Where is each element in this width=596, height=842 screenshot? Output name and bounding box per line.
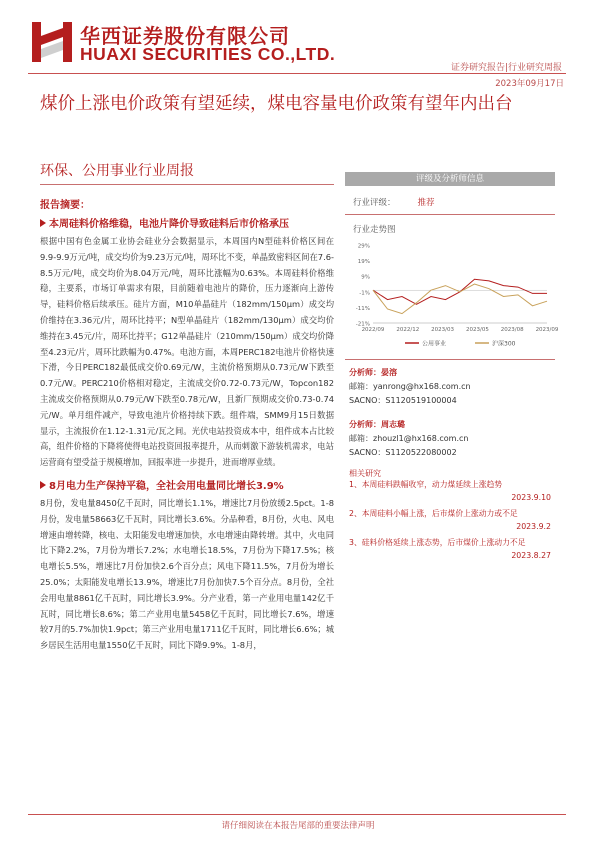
rating-value: 推荐 — [417, 198, 435, 208]
rating-divider — [345, 214, 555, 215]
abstract-label: 报告摘要： — [40, 200, 90, 211]
x-tick-label: 2022/09 — [361, 327, 385, 333]
x-tick-label: 2023/08 — [500, 327, 524, 333]
legend-label: 公用事业 — [422, 340, 447, 348]
chart-divider — [345, 359, 555, 360]
related-item[interactable]: 2、本周硅料小幅上涨，后市煤价上涨动力或不足 — [349, 509, 518, 518]
rating-row — [345, 196, 555, 208]
analyst-name: 分析师：周志璐 — [349, 420, 405, 429]
section-heading-text: 本周硅料价格维稳，电池片降价导致硅料后市价格承压 — [49, 219, 289, 230]
page-subtitle: 环保、公用事业行业周报 — [40, 163, 194, 179]
analyst-block-1 — [345, 366, 555, 408]
y-tick-label: -11% — [355, 305, 370, 312]
trend-chart-title: 行业走势图 — [353, 225, 396, 235]
legal-notice: 请仔细阅读在本报告尾部的重要法律声明 — [221, 821, 375, 831]
trend-chart-svg — [345, 237, 559, 355]
related-item[interactable]: 3、硅料价格延续上涨态势，后市煤价上涨动力不足 — [349, 538, 526, 547]
triangle-bullet-icon — [40, 481, 46, 489]
footer-divider — [28, 814, 566, 815]
sidebar — [345, 172, 559, 566]
section-text-power: 8月份，发电量8450亿千瓦时，同比增长1.1%，增速比7月份放缓2.5pct。1-8月份，发电量58663亿千瓦时，同比增长3.6%。分品种看，8月份，火电、风电增速由增转降，核电、太阳能发电增速加快，水电增速由降转增。其中，火电同比下降2.2%，7月份为增长7.2%；水电增长18.5%，7月份为下降17.5%；核电增长5.5%，增速比7月份加快2.6个百分点；风电下降11.5%，7月份为增长25.0%；太阳能发电增长13.9%，增速比7月份加快7.5个百分点。8月份，全社会用电量8861亿千瓦时，同比增长3.9%。分产业看，第一产业用电量142亿千瓦时，同比增长8.6%；第二产业用电量5458亿千瓦时，同比增长7.6%，增速较7月的5.7%加快1.9pct；第三产业用电量1711亿千瓦时，同比增长6.6%；城乡居民生活用电量1550亿千瓦时，同比下降9.9%。1-8月， — [40, 497, 334, 651]
related-item[interactable]: 1、本周硅料跌幅收窄，动力煤延续上涨趋势 — [349, 480, 503, 489]
trend-chart — [345, 237, 559, 355]
report-type: 证券研究报告|行业研究周报 — [450, 63, 562, 73]
y-tick-label: -1% — [359, 290, 370, 297]
subtitle-divider — [40, 184, 334, 185]
related-item-date: 2023.9.2 — [516, 522, 551, 531]
triangle-bullet-icon — [40, 219, 46, 227]
x-tick-label: 2022/12 — [396, 327, 420, 333]
huaxi-logo-icon — [32, 22, 72, 62]
related-research-title: 相关研究 — [349, 469, 381, 478]
y-tick-label: 19% — [357, 259, 370, 266]
section-heading-power — [40, 479, 334, 494]
y-tick-label: 9% — [361, 274, 370, 281]
abstract-column — [40, 196, 334, 654]
y-tick-label: -21% — [355, 321, 370, 328]
company-name-en: HUAXI SECURITIES CO.,LTD. — [80, 44, 336, 64]
related-item-date: 2023.8.27 — [511, 551, 551, 560]
section-heading-text: 8月电力生产保持平稳，全社会用电量同比增长3.9% — [49, 480, 284, 492]
analyst-block-2 — [345, 418, 555, 460]
company-name-cn: 华西证券股份有限公司 — [80, 24, 290, 48]
related-item-date: 2023.9.10 — [511, 493, 551, 502]
rating-label: 行业评级： — [353, 198, 396, 208]
x-tick-label: 2023/03 — [431, 327, 455, 333]
sidebar-panel-title: 评级及分析师信息 — [345, 172, 555, 186]
section-text-silicon: 根据中国有色金属工业协会硅业分会数据显示，本周国内N型硅料价格区间在9.9-9.9万元/吨，成交均价为9.23万元/吨，周环比不变，单晶致密料区间在7.6-8.5万元/吨，成交均价为8.04万元/吨，周环比涨幅为0.63%。本周硅料价格维稳，主要系，市场订单需求有限，目前随着电池片的降价，压力逐渐向上游传导，硅料价格后续承压。硅片方面，M10单晶硅片（182mm/150μm）成交均价维持在3.36元/片，周环比持平；N型单晶硅片（182mm/130μm）成交均价维持在3.45元/片，周环比持平；G12单晶硅片（210mm/150μm）成交均价降至4.23元/片，周环比跌幅为0.47%。电池方面，本周PERC182电池片价格快速下滑，今日PERC182最低成交价0.69元/W，主流价格预期从0.73元/W下跌至0.7元/W。PERC210价格相对稳定，主流成交价0.72-0.73元/W，Topcon182主流成交价格预期从0.79元/W下跌至0.78元/W，且新厂预期成交价0.73-0.74元/W。单月组件减产，导致电池片价格持续下跌。组件端，SMM9月15日数据显示，主流报价在1.12-1.31元/瓦之间。光伏电站投资成本中，组件成本占比较高，组件价格的下降将使得电站投资回报率提升，从而刺激下游装机需求，电站运营商有望受益于规模增加，回报率进一步提升，进而增厚业绩。 — [40, 236, 334, 468]
analyst-email[interactable]: 邮箱：yanrong@hx168.com.cn — [349, 382, 471, 391]
analyst-sac: SACNO：S1120519100004 — [349, 396, 457, 405]
header-divider — [28, 73, 566, 74]
x-tick-label: 2023/09 — [535, 327, 559, 333]
x-tick-label: 2023/05 — [465, 327, 489, 333]
analyst-sac: SACNO：S1120522080002 — [349, 448, 457, 457]
analyst-email[interactable]: 邮箱：zhouzl1@hx168.com.cn — [349, 434, 469, 443]
y-tick-label: 29% — [357, 243, 370, 250]
report-date: 2023年09月17日 — [495, 79, 564, 89]
legend-label: 沪深300 — [492, 340, 516, 348]
analyst-name: 分析师：晏溶 — [349, 368, 397, 377]
page-title: 煤价上涨电价政策有望延续，煤电容量电价政策有望年内出台 — [40, 94, 513, 114]
section-heading-silicon — [40, 217, 334, 232]
